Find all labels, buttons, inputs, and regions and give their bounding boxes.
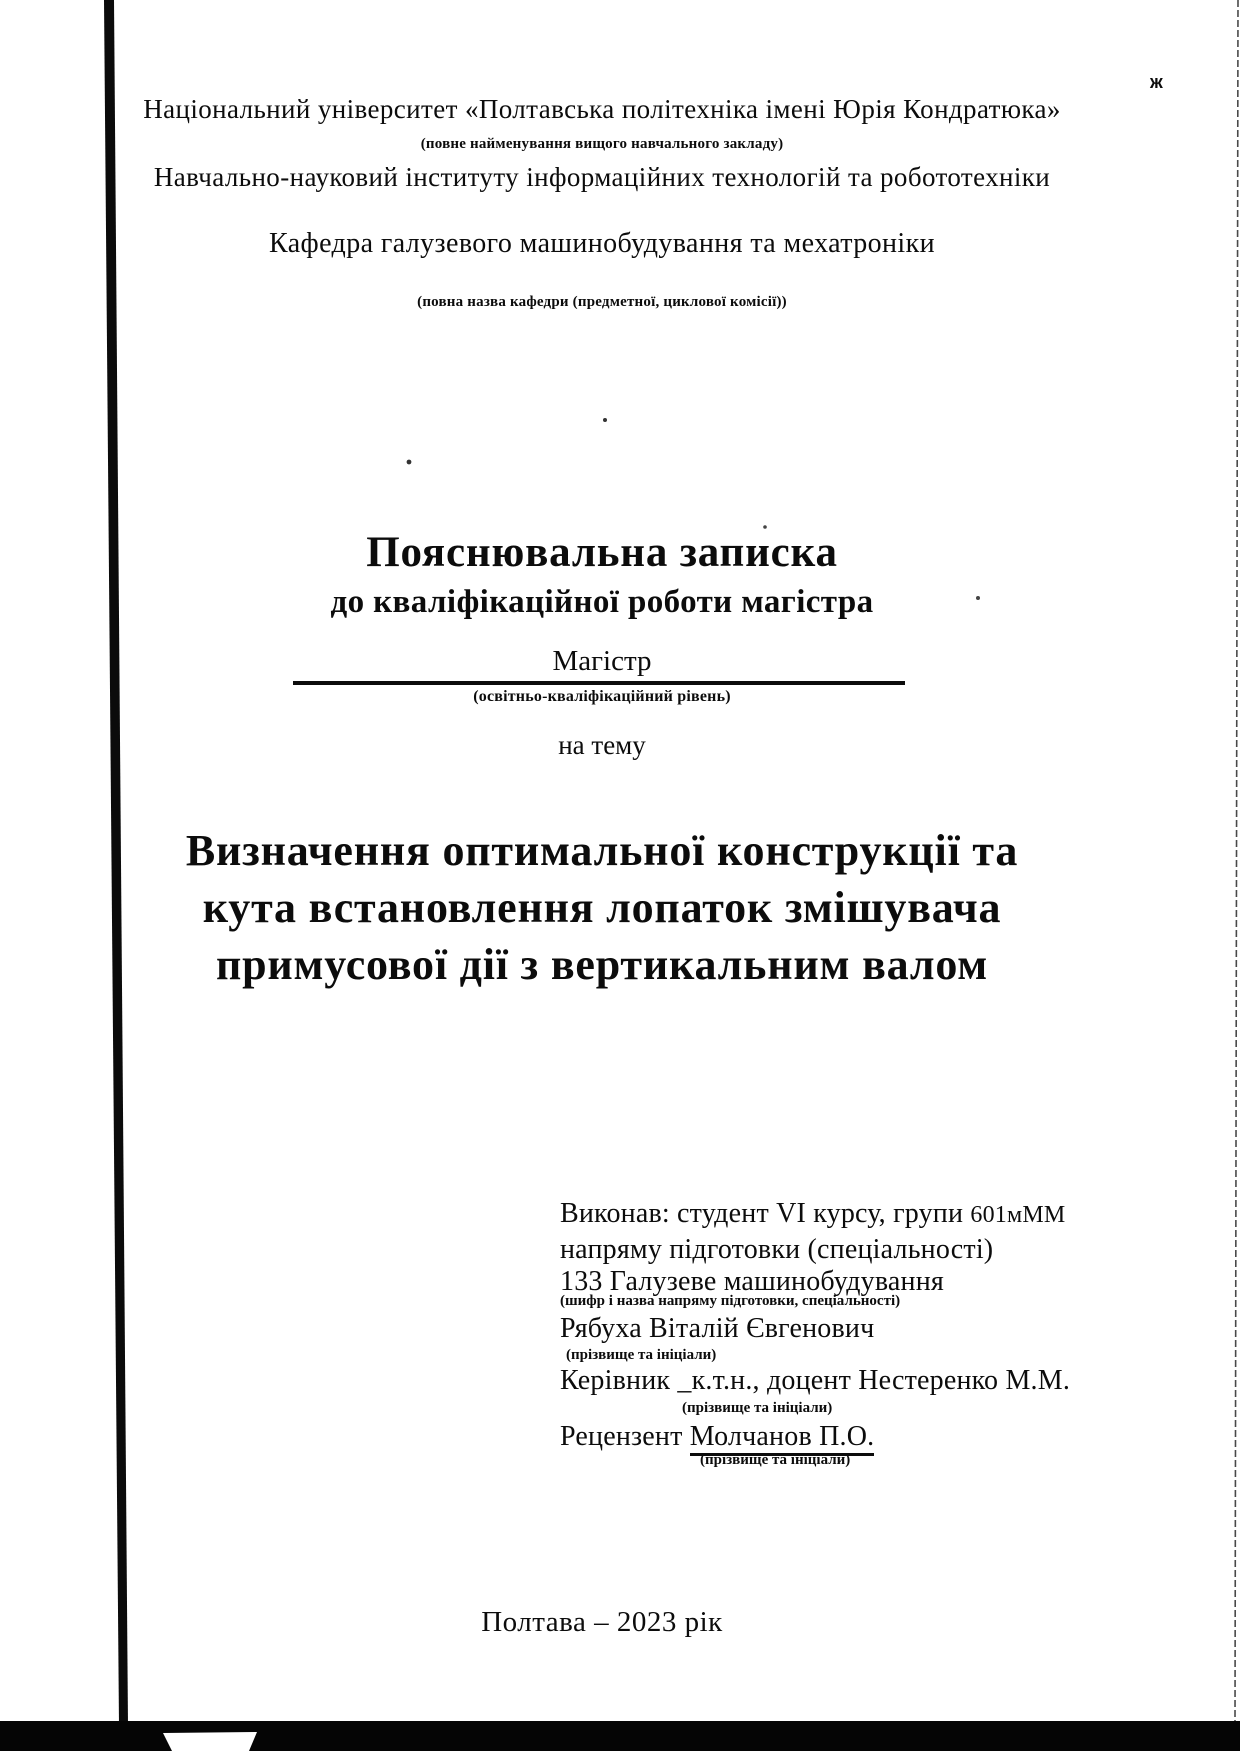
reviewer-line bbox=[560, 1421, 874, 1453]
department-note: (повна назва кафедри (предметної, циклової комісії)) bbox=[417, 294, 787, 310]
performed-by-prefix: Виконав: студент VI курсу, групи bbox=[560, 1198, 964, 1229]
reviewer-value: Молчанов П.О. bbox=[690, 1421, 875, 1456]
scan-speck bbox=[603, 418, 607, 422]
group-code: 601мММ bbox=[970, 1202, 1066, 1228]
topic-label: на тему bbox=[558, 730, 646, 760]
supervisor-pen-mark: _ bbox=[677, 1365, 692, 1396]
degree-level: Магістр bbox=[552, 645, 652, 677]
university-note: (повне найменування вищого навчального закладу) bbox=[420, 136, 784, 152]
topic-line: кута встановлення лопаток змішувача bbox=[202, 883, 1002, 932]
supervisor-label: Керівник bbox=[560, 1365, 671, 1396]
student-name: Рябуха Віталій Євгенович bbox=[560, 1313, 875, 1344]
city-year: Полтава – 2023 рік bbox=[481, 1606, 723, 1638]
bottom-scan-band bbox=[0, 1721, 1240, 1751]
specialty-line: напряму підготовки (спеціальності) bbox=[560, 1234, 994, 1265]
topic-line: Визначення оптимальної конструкції та bbox=[185, 826, 1019, 875]
corner-mark: ж bbox=[1150, 72, 1163, 92]
bottom-scan-notch bbox=[163, 1732, 257, 1751]
degree-underline-rule bbox=[293, 681, 905, 685]
degree-note: (освітньо-кваліфікаційний рівень) bbox=[473, 688, 731, 705]
student-name-note: (прізвище та ініціали) bbox=[566, 1347, 717, 1363]
university-name: Національний університет «Полтавська політехніка імені Юрія Кондратюка» bbox=[143, 94, 1061, 124]
specialty-code: 133 Галузеве машинобудування bbox=[560, 1266, 944, 1297]
supervisor-note: (прізвище та ініціали) bbox=[682, 1400, 833, 1416]
performed-by-line bbox=[560, 1198, 1065, 1230]
supervisor-line bbox=[560, 1365, 1070, 1397]
specialty-note: (шифр і назва напряму підготовки, спеціальності) bbox=[560, 1293, 901, 1309]
topic-line: примусової дії з вертикальним валом bbox=[215, 940, 989, 989]
supervisor-value: к.т.н., доцент Нестеренко М.М. bbox=[691, 1365, 1071, 1396]
document-heading: Пояснювальна записка bbox=[366, 529, 838, 576]
document-subheading: до кваліфікаційної роботи магістра bbox=[330, 584, 874, 620]
right-scan-line bbox=[1235, 0, 1238, 1722]
institute-name: Навчально-науковий інституту інформаційних технологій та робототехніки bbox=[153, 162, 1051, 192]
reviewer-note: (прізвище та ініціали) bbox=[700, 1452, 851, 1468]
scan-speck bbox=[407, 460, 412, 465]
reviewer-label: Рецензент bbox=[560, 1421, 683, 1452]
department-name: Кафедра галузевого машинобудування та мехатроніки bbox=[269, 228, 935, 259]
